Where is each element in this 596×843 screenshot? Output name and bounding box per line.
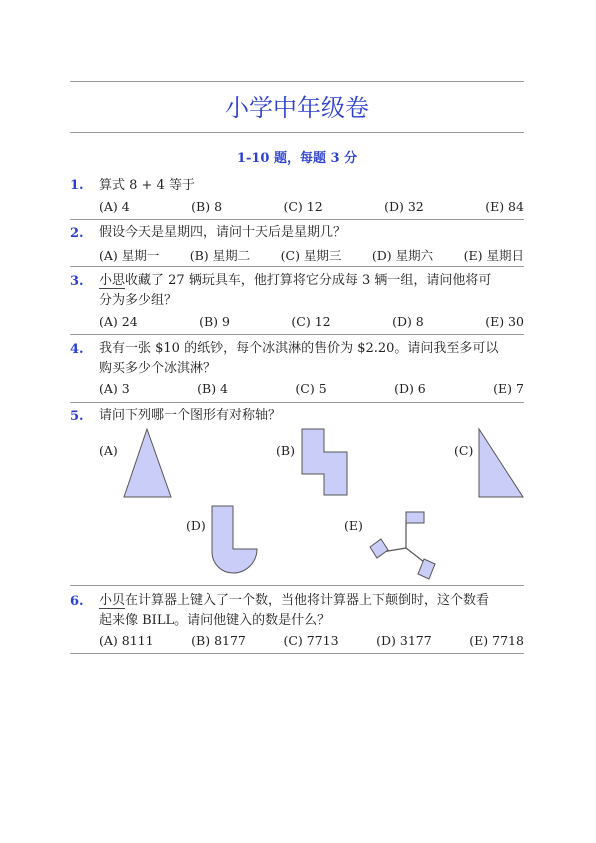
q2-option-d[interactable]: (D) 星期六 [371, 248, 434, 263]
top-rule [70, 81, 524, 82]
q6-underlined-name: 小贝 [99, 593, 126, 608]
q3-option-e[interactable]: (E) 30 [485, 314, 524, 329]
figure-e-pinwheel [364, 508, 442, 582]
question-5-number: 5. [70, 409, 84, 424]
q6-text-line2: 起来像 BILL。请问他键入的数是什么？ [99, 613, 331, 628]
q4-text-line1: 我有一张 $10 的纸钞，每个冰淇淋的售价为 $2.20。请问我至多可以 [99, 341, 499, 356]
q6-option-c[interactable]: (C) 7713 [283, 633, 339, 648]
q6-text-rest: 在计算器上键入了一个数，当他将计算器上下颠倒时，这个数看 [125, 593, 490, 608]
figure-a-triangle [120, 426, 174, 500]
question-6-number: 6. [70, 594, 84, 609]
divider [70, 219, 524, 220]
question-3-options [99, 314, 524, 329]
question-3-text [99, 271, 524, 311]
q3-option-c[interactable]: (C) 12 [291, 314, 331, 329]
divider [70, 266, 524, 267]
figure-b-shape [299, 426, 351, 498]
q3-text-rest: 收藏了 27 辆玩具车，他打算将它分成每 3 辆一组，请问他将可 [125, 273, 492, 288]
q2-option-b[interactable]: (B) 星期二 [189, 248, 251, 263]
q1-option-e[interactable]: (E) 84 [485, 199, 524, 214]
divider [70, 585, 524, 586]
question-2-options [99, 246, 524, 264]
q1-option-d[interactable]: (D) 32 [384, 199, 424, 214]
question-4-number: 4. [70, 342, 84, 357]
q3-option-b[interactable]: (B) 9 [199, 314, 230, 329]
q3-option-d[interactable]: (D) 8 [392, 314, 424, 329]
q3-text-line2: 分为多少组？ [99, 293, 178, 308]
q2-option-c[interactable]: (C) 星期三 [280, 248, 342, 263]
q1-option-c[interactable]: (C) 12 [283, 199, 323, 214]
bottom-rule [70, 653, 524, 654]
question-1-text: 算式 8 + 4 等于 [99, 178, 195, 193]
q6-option-b[interactable]: (B) 8177 [191, 633, 246, 648]
q4-option-d[interactable]: (D) 6 [394, 381, 426, 396]
q4-option-a[interactable]: (A) 3 [99, 381, 130, 396]
q2-option-e[interactable]: (E) 星期日 [463, 248, 524, 263]
q1-option-b[interactable]: (B) 8 [191, 199, 223, 214]
q6-option-d[interactable]: (D) 3177 [376, 633, 432, 648]
figure-c-label[interactable]: (C) [454, 443, 474, 458]
q2-option-a[interactable]: (A) 星期一 [99, 248, 160, 263]
q3-option-a[interactable]: (A) 24 [99, 314, 138, 329]
question-1-options [99, 199, 524, 214]
q4-option-c[interactable]: (C) 5 [295, 381, 327, 396]
q4-option-b[interactable]: (B) 4 [197, 381, 228, 396]
figure-b-label[interactable]: (B) [276, 443, 295, 458]
q4-option-e[interactable]: (E) 7 [493, 381, 524, 396]
figure-d-label[interactable]: (D) [186, 518, 206, 533]
question-5-text: 请问下列哪一个图形有对称轴？ [99, 408, 282, 423]
q6-option-a[interactable]: (A) 8111 [99, 633, 154, 648]
question-4-options [99, 381, 524, 396]
q4-text-line2: 购买多少个冰淇淋？ [99, 361, 217, 376]
question-4-text [99, 339, 524, 379]
divider [70, 402, 524, 403]
figure-c-right-triangle [476, 426, 526, 500]
divider [70, 334, 524, 335]
figure-e-label[interactable]: (E) [344, 518, 363, 533]
title-rule [70, 132, 524, 133]
question-2-text: 假设今天是星期四，请问十天后是星期几？ [99, 225, 347, 240]
question-3-number: 3. [70, 274, 84, 289]
question-6-text [99, 591, 524, 631]
section-subtitle: 1-10 题，每题 3 分 [236, 151, 358, 166]
figure-a-label[interactable]: (A) [99, 443, 118, 458]
figure-d-shape [209, 503, 261, 577]
question-1-number: 1. [70, 178, 84, 193]
q3-underlined-name: 小思 [99, 273, 126, 288]
question-2-number: 2. [70, 226, 84, 241]
q1-option-a[interactable]: (A) 4 [99, 199, 130, 214]
page-title: 小学中年级卷 [225, 94, 369, 122]
question-6-options [99, 633, 524, 648]
q6-option-e[interactable]: (E) 7718 [469, 633, 524, 648]
